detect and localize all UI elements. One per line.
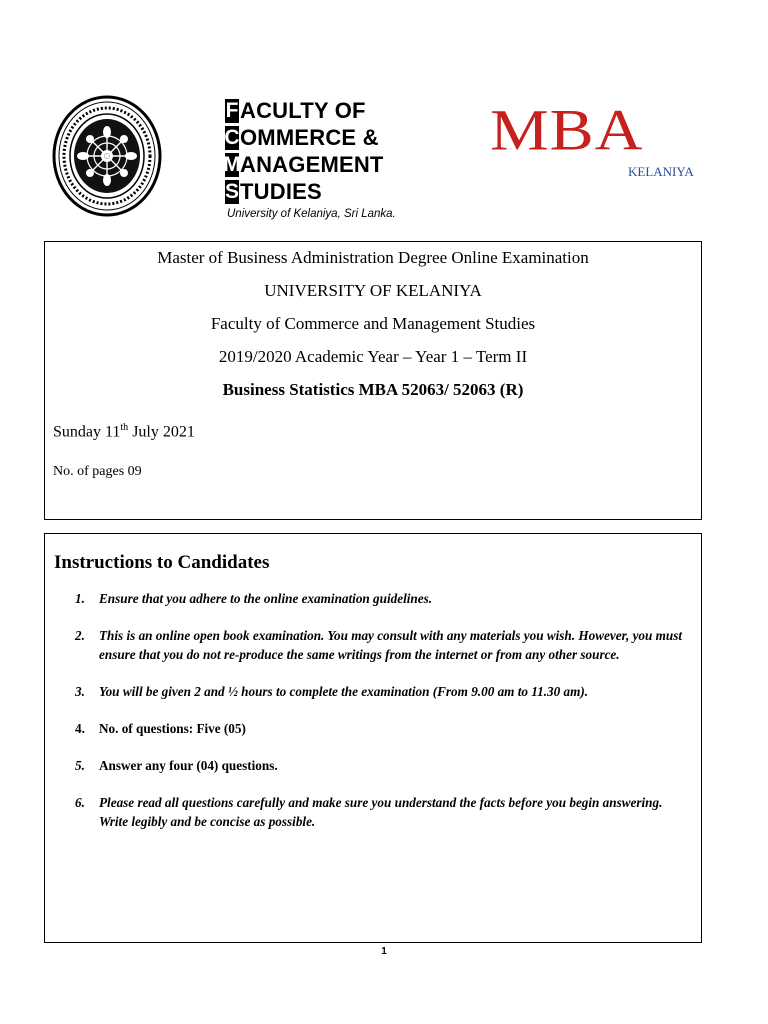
fcms-word: ACULTY OF [240, 97, 366, 123]
mba-logo-subtitle: KELANIYA [628, 164, 694, 179]
instruction-text: You will be given 2 and ½ hours to complete the examination (From 9.00 am to 11.30 am). [99, 684, 589, 699]
university-name: UNIVERSITY OF KELANIYA [264, 281, 482, 300]
fcms-word: TUDIES [240, 178, 322, 204]
fcms-subtitle: University of Kelaniya, Sri Lanka. [227, 208, 396, 220]
university-seal-icon [52, 95, 162, 217]
instruction-item [75, 793, 685, 831]
instruction-item [75, 589, 685, 608]
fcms-row [225, 178, 396, 205]
header [0, 0, 768, 230]
instruction-text: This is an online open book examination. You may consult with any materials you wish. However, you must ensure that you do not re-produce the same writings from the internet or from any other source. [99, 628, 683, 662]
fcms-initial: F [225, 98, 239, 122]
exam-date-sup: th [120, 422, 129, 433]
fcms-initial: M [223, 152, 241, 176]
exam-info-box [44, 241, 702, 520]
instruction-number: 3. [75, 684, 85, 699]
instruction-number: 4. [75, 721, 85, 736]
instruction-item [75, 756, 685, 775]
instruction-number: 2. [75, 628, 85, 643]
instruction-number: 1. [75, 591, 85, 606]
instruction-text: Please read all questions carefully and make sure you understand the facts before you begin answering. Write legibly and be concise as possible. [99, 795, 663, 829]
fcms-word: OMMERCE & [240, 124, 379, 150]
exam-date-prefix: Sunday 11 [53, 423, 121, 441]
instruction-number: 6. [75, 795, 85, 810]
exam-date-suffix: July 2021 [128, 423, 195, 441]
course-title: Business Statistics MBA 52063/ 52063 (R) [222, 380, 524, 399]
instruction-text: No. of questions: Five (05) [99, 721, 246, 736]
fcms-initial: S [225, 179, 240, 203]
instruction-item [75, 626, 685, 664]
exam-date [53, 422, 195, 441]
academic-year: 2019/2020 Academic Year – Year 1 – Term II [218, 347, 528, 366]
faculty-name: Faculty of Commerce and Management Studies [210, 314, 536, 333]
mba-logo [490, 98, 694, 179]
instruction-number: 5. [75, 758, 85, 773]
instruction-item [75, 682, 685, 701]
fcms-logo [225, 97, 396, 220]
instructions-box [44, 533, 702, 943]
page-count: No. of pages 09 [53, 464, 142, 479]
instructions-heading: Instructions to Candidates [54, 552, 270, 573]
fcms-row [225, 97, 396, 124]
fcms-row [225, 124, 396, 151]
mba-logo-title: MBA [490, 98, 644, 163]
instruction-text: Answer any four (04) questions. [99, 758, 278, 773]
page-number: 1 [381, 946, 387, 957]
fcms-row [225, 151, 396, 178]
instruction-text: Ensure that you adhere to the online examination guidelines. [99, 591, 433, 606]
instructions-list [75, 589, 685, 849]
instruction-item [75, 719, 685, 738]
exam-title: Master of Business Administration Degree Online Examination [157, 248, 589, 267]
fcms-initial: C [224, 125, 240, 149]
fcms-word: ANAGEMENT [240, 151, 384, 177]
